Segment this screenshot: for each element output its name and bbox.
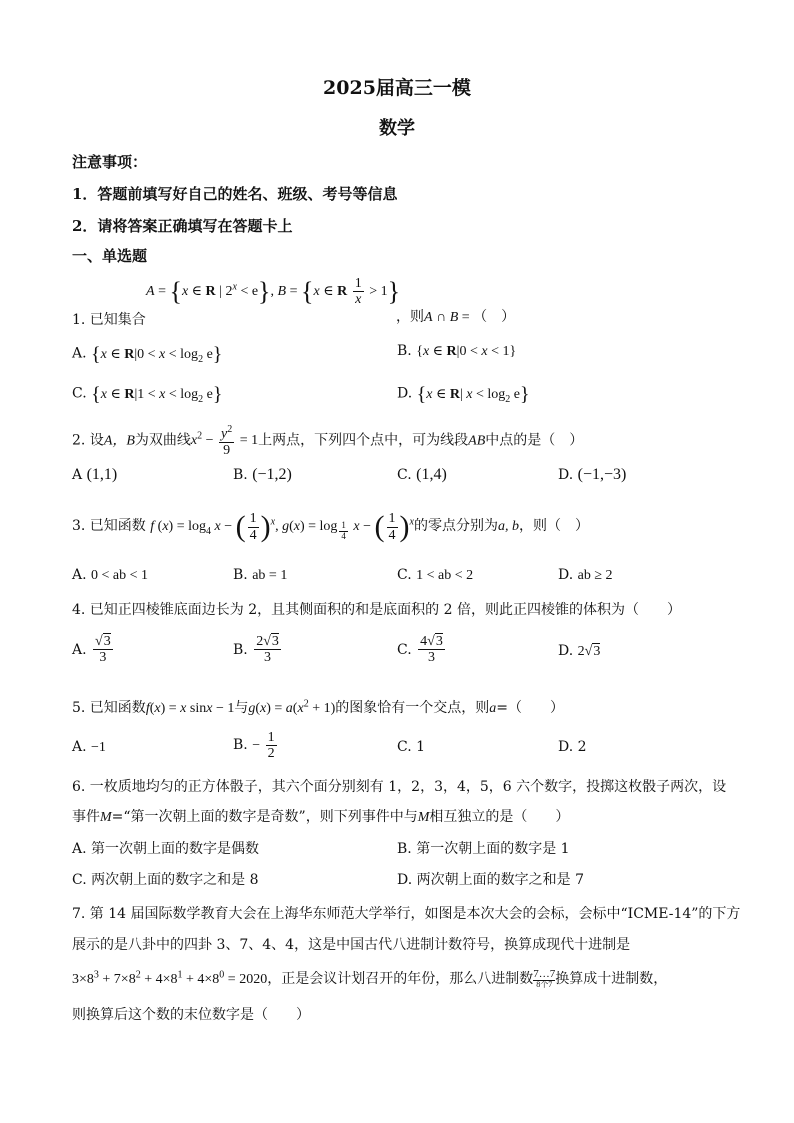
q2-option-a[interactable]: A (1,1) [72, 466, 118, 483]
q1-prefix: 1. 已知集合 [72, 312, 146, 328]
q2-option-d[interactable]: D. (−1,−3) [558, 466, 627, 483]
q1-option-b[interactable]: B. {x ∈ R|0 < x < 1} [397, 343, 517, 359]
q1-set-definition: A = {x ∈ R | $2^x < e$}, B = {x ∈ R $\frac{1}{x}$ > 1} [146, 276, 401, 308]
q3-option-b[interactable]: B. ab = 1 [233, 567, 288, 583]
q6-option-a[interactable]: A. 第一次朝上面的数字是偶数 [72, 841, 260, 857]
q4-stem: 4. 已知正四棱锥底面边长为 2，且其侧面积的和是底面积的 2 倍，则此正四棱锥的体积为（ ） [72, 602, 681, 618]
q1-option-d[interactable]: D. {x ∈ R| $x < \log_2 e$} [397, 383, 530, 405]
q3-option-a[interactable]: A. 0 < ab < 1 [72, 567, 149, 583]
exam-title: 2025届高三一模 [323, 77, 471, 99]
q4-option-c[interactable]: C. $\frac{4√3}{3}$ [397, 634, 443, 666]
q3-option-c[interactable]: C. 1 < ab < 2 [397, 567, 474, 583]
subject-title: 数学 [379, 118, 415, 139]
q3-option-d[interactable]: D. ab ≥ 2 [558, 567, 613, 583]
q6-option-c[interactable]: C. 两次朝上面的数字之和是 8 [72, 872, 259, 888]
q4-option-b[interactable]: B. $\frac{2√3}{3}$ [233, 634, 279, 666]
q6-stem-line-1: 6. 一枚质地均匀的正方体骰子，其六个面分别刻有 1，2，3，4，5，6 六个数字，投掷这枚骰子两次，设 [72, 779, 727, 795]
q5-stem: 5. 已知函数f(x) = x sinx − 1与$g(x) = a(x^2 + 1)$的图象恰有一个交点，则a=（ ） [72, 698, 564, 716]
notice-item-1: 1．答题前填写好自己的姓名、班级、考号等信息 [72, 185, 398, 203]
q2-stem: 2. 设A，B为双曲线$x^2$ − $\frac{y^2}{9}$ = 1上两点，下列四个点中，可为线段AB中点的是（ ） [72, 424, 584, 459]
q7-stem-line-4: 则换算后这个数的末位数字是（ ） [72, 1007, 310, 1023]
q7-stem-line-3: $3\times 8^3 + 7\times 8^2 + 4\times 8^1 + 4\times 8^0 = 2020$，正是会议计划召开的年份，那么八进制数 7…7 8个7 换算成十进制数， [72, 968, 668, 989]
q4-option-a[interactable]: A. $\frac{√3}{3}$ [72, 634, 111, 666]
q1-stem [72, 309, 146, 329]
q5-option-a[interactable]: A. −1 [72, 739, 106, 755]
q5-option-d[interactable]: D. 2 [558, 739, 587, 755]
q7-stem-line-1: 7. 第 14 届国际数学教育大会在上海华东师范大学举行，如图是本次大会的会标，会标中“ICME-14”的下方 [72, 906, 741, 922]
q6-option-b[interactable]: B. 第一次朝上面的数字是 1 [397, 841, 570, 857]
q1-option-c[interactable]: C. {x ∈ $R|1 < x < \log_2 e$} [72, 383, 223, 405]
q3-stem: 3. 已知函数 f $(x) = \log_4 x$ − ( $\frac{1}{4}$ )$^x$, g(x) = log $_{\frac{1}{4}}$ x − ( $\frac{1}{4}$ )$^x$的零点分别为a, b，则（ ） [72, 510, 589, 543]
q5-option-c[interactable]: C. 1 [397, 739, 426, 755]
octal-number-glyph: 7…7 8个7 [533, 968, 556, 989]
q5-option-b[interactable]: B. − $\frac{1}{2}$ [233, 730, 275, 762]
q6-option-d[interactable]: D. 两次朝上面的数字之和是 7 [397, 872, 584, 888]
q2-option-c[interactable]: C. (1,4) [397, 466, 447, 483]
q7-stem-line-2: 展示的是八卦中的四卦 3、7、4、4，这是中国古代八进制计数符号，换算成现代十进制是 [72, 937, 631, 953]
q2-option-b[interactable]: B. (−1,2) [233, 466, 292, 483]
q6-stem-line-2: 事件M=“第一次朝上面的数字是奇数”，则下列事件中与M相互独立的是（ ） [72, 809, 570, 825]
q1-option-a[interactable]: A. {x ∈ $R|0 < x < \log_2 e$} [72, 343, 223, 365]
notice-heading: 注意事项： [72, 153, 148, 171]
section-heading: 一、单选题 [72, 247, 148, 265]
q1-stem-tail: ，则A ∩ B = （ ） [396, 309, 516, 325]
notice-item-2: 2．请将答案正确填写在答题卡上 [72, 217, 293, 235]
q4-option-d[interactable]: D. 2√3 [558, 643, 601, 659]
